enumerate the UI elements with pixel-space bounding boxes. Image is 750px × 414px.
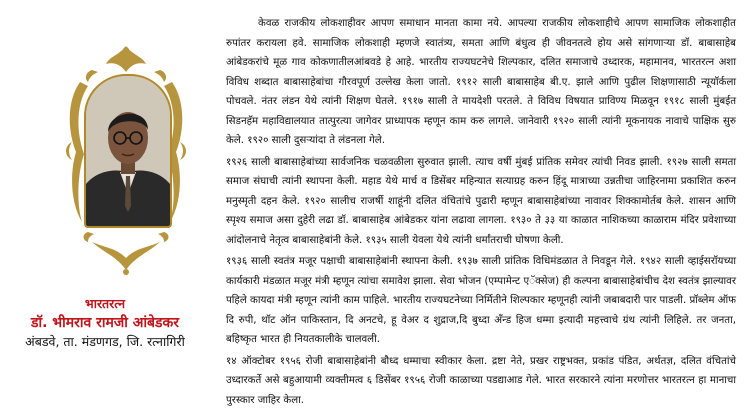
- portrait-caption: [4, 295, 206, 351]
- paragraph: १९३६ साली स्वतंत्र मजूर पक्षाची बाबासाहेबांनी स्थापना केली. १९३७ साली प्रांतिक विधिमंडळात ते निवडून गेले. १९४२ साली व्हाईसरॉयच्या कार्यकारी मंडळात मजूर मंत्री म्हणून त्यांचा समावेश झाला. सेवा भोजन (एम्पामेन्ट एॅक्सेज) ही कल्पना बाबासाहेबांचीच देश स्वतंत्र झाल्यावर पहिले कायदा मंत्री म्हणून त्यांनी काम पाहिले. भारतीय राज्यघटनेच्या निर्मितीने शिल्पकार म्हणूनही त्यांनी जबाबदारी पार पाडली. प्रॉब्लेम ऑफ दि रुपी, थॉट ऑन पाकिस्तान, दि अनटचे, हू वेअर द शुद्राज,दि बुध्दा अँन्ड हिज धम्मा इत्यादी महत्त्वाचे ग्रंथ त्यांनी लिहिले. तर जनता, बहिष्कृत भारत ही नियतकालीके चालवली.: [226, 256, 736, 345]
- paragraph: १४ ऑक्टोबर १९५६ रोजी बाबासाहेबांनी बौध्द धम्माचा स्वीकार केला. द्रष्टा नेते, प्रखर राष्ट्रभक्त, प्रकांड पंडित, अर्थतज्ञ, दलित वंचितांचे उध्दारकर्ते असे बहुआयामी व्यक्तीमत्व ६ डिसेंबर १९५६ रोजी काळाच्या पडद्याआड गेले. भारत सरकारने त्यांना मरणोत्तर भारतरत्न हा मानाचा पुरस्कार जाहिर केला.: [226, 355, 736, 406]
- portrait-photo: [84, 74, 172, 228]
- paragraph: केवळ राजकीय लोकशाहीवर आपण समाधान मानता कामा नये. आपल्या राजकीय लोकशाहीचे आपण सामाजिक लोकशाहीत रुपांतर करायला हवे. सामाजिक लोकशाही म्हणजे स्वातंत्र्य, समता आणि बंधुत्व ही जीवनतत्वे होय असे सांगणाऱ्या डॉ. बाबासाहेब आंबेडकरांचे मूळ गाव कोकणातीलआंबवडे हे आहे. भारतीय राज्यघटनेचे शिल्पकार, दलित समाजाचे उध्दारक, महामानव, भारतरत्न अशा विविध शब्दात बाबासाहेबांचा गौरवपूर्ण उल्लेख केला जातो. १९१२ साली बाबासाहेब बी.ए. झाले आणि पुढील शिक्षणासाठी न्यूयॉर्कला पोचवले. नंतर लंडन येथे त्यांनी शिक्षण घेतले. १९१७ साली ते मायदेशी परतले. ते विविध विषयात प्राविण्य मिळवून १९१८ साली मुंबईत सिडनहॅम महाविद्यालयात तात्पुरत्या जागेवर प्राध्यापक म्हणून काम करु लागले. जानेवारी १९२० साली त्यांनी मूकनायक नावाचे पाक्षिक सुरु केले. १९२० साली दुसऱ्यांदा ते लंडनला गेले.: [226, 18, 736, 146]
- caption-name: डॉ. भीमराव रामजी आंबेडकर: [30, 315, 180, 331]
- ornamental-frame: [62, 42, 190, 278]
- caption-honorific: भारतरत्न: [84, 296, 126, 311]
- portrait-photo-icon: [86, 76, 170, 226]
- biography-text: [226, 14, 736, 412]
- portrait-panel: [0, 0, 210, 414]
- caption-place: अंबडवे, ता. मंडणगड, जि. रत्नागिरी: [25, 334, 185, 349]
- paragraph: १९२६ साली बाबासाहेबांच्या सार्वजनिक चळवळीला सुरुवात झाली. त्याच वर्षी मुंबई प्रांतिक समेवर त्यांची निवड झाली. १९२७ साली समता समाज संघाची त्यांनी स्थापना केली. महाड येथे मार्च व डिसेंबर महिन्यात सत्याग्रह करुन हिंदू मात्राच्या उन्नतीचा जाहिरनामा प्रकाशित करुन मनुस्मृती दहन केले. १९२० सालीच राजर्षी शाहूंनी दलित वंचितांचे पुढारी म्हणून बाबासाहेबांच्या नावावर शिक्कामोर्तब केले. शासन आणि स्पृश्य समाज असा दुहेरी लढा डॉ. बाबासाहेब आंबेडकर यांना लढावा लागला. १९३० ते ३३ या काळात नाशिकच्या काळाराम मंदिर प्रवेशाच्या आंदोलनाचे नेतृत्व बाबासाहेबांनी केले. १९३५ साली येवला येथे त्यांनी धर्मांतराची घोषणा केली.: [226, 156, 736, 246]
